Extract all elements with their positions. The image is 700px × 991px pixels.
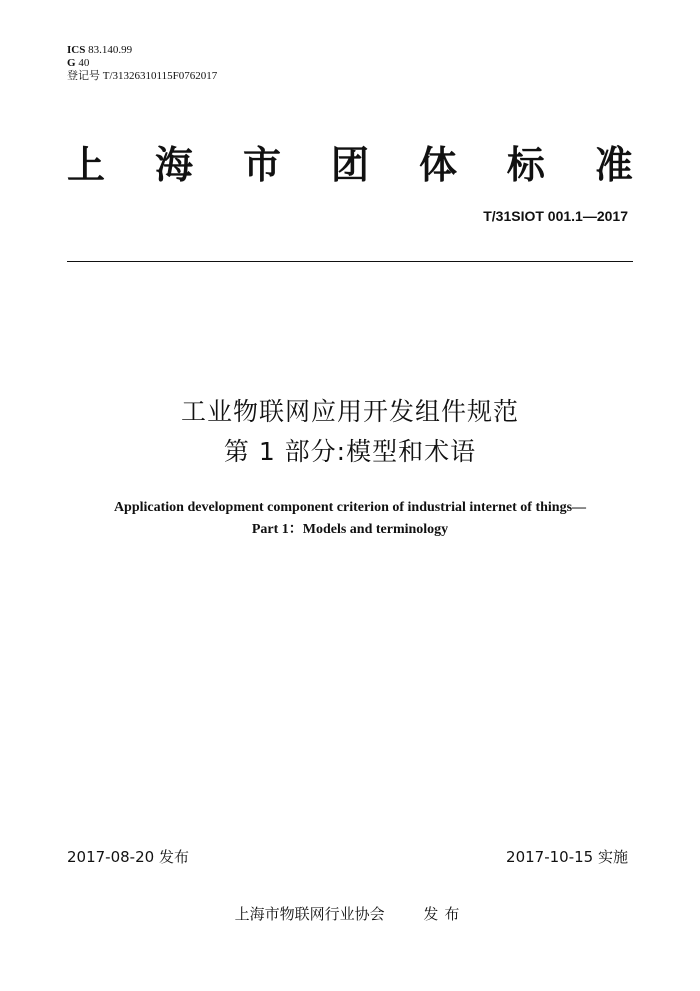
standard-type-char: 海: [154, 143, 193, 187]
issuer-action: 发布: [423, 905, 466, 923]
standard-type-char: 体: [418, 143, 457, 187]
document-metadata: [67, 44, 217, 83]
ics-value: 83.140.99: [88, 44, 133, 56]
standard-type-char: 上: [67, 143, 106, 187]
standard-type-char: 准: [594, 143, 633, 187]
registration-number: 登记号 T/31326310115F0762017: [67, 70, 218, 82]
chinese-title-line-2: 第 1 部分:模型和术语: [223, 437, 477, 466]
header-divider: [67, 261, 633, 262]
ics-code: [67, 44, 217, 57]
chinese-title-line-1: 工业物联网应用开发组件规范: [180, 397, 519, 426]
standard-type-char: 市: [242, 143, 281, 187]
ccs-value: 40: [78, 57, 90, 69]
ccs-code: [67, 57, 217, 70]
english-title-line-1: Application development component criterion of industrial internet of things—: [113, 500, 587, 515]
ccs-label: G: [67, 57, 76, 69]
implementation-date: 2017-10-15 实施: [506, 848, 628, 866]
issuer-name: 上海市物联网行业协会: [234, 905, 385, 923]
standard-type-heading: [67, 138, 633, 192]
release-date: 2017-08-20 发布: [67, 848, 189, 866]
english-title-line-2: Part 1：Models and terminology: [251, 522, 449, 537]
chinese-title: [0, 392, 700, 472]
english-title: [0, 497, 700, 541]
standard-number: T/31SIOT 001.1—2017: [483, 208, 628, 224]
standard-type-char: 标: [506, 143, 545, 187]
ics-label: ICS: [67, 44, 86, 56]
standard-type-char: 团: [330, 143, 369, 187]
issuer: [0, 903, 700, 924]
